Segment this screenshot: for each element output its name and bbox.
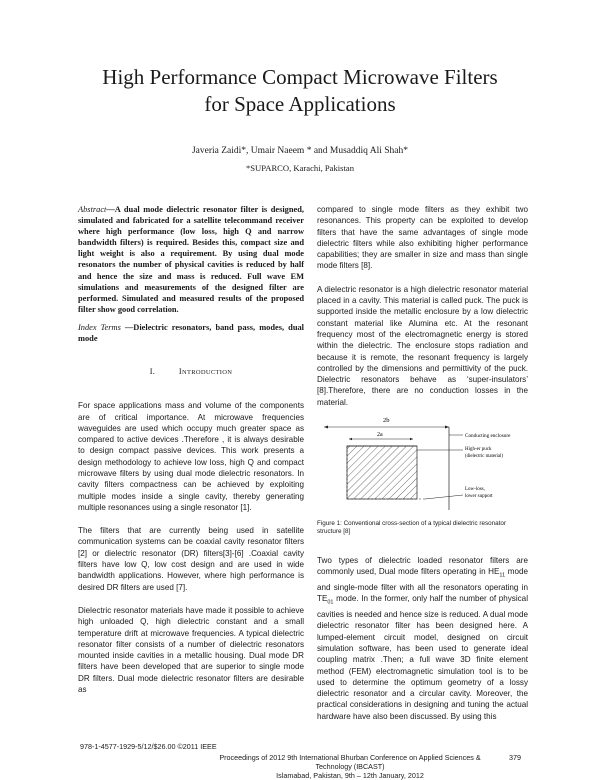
title-line-2: for Space Applications	[204, 92, 396, 116]
label-support: Low-loss,	[465, 487, 485, 493]
index-terms	[78, 322, 304, 344]
para3-sub2: 01	[327, 599, 334, 606]
para3-c: mode. In the former, only half the number of physical cavities is needed and hence size is reduced. A dual mode dielectric resonator filter has been designed here. A lumped-element circuit model, designed on circuit simulation software, has been used to generate ideal coupling matrix .Then; a full wave 3D finite element method (FEM) electromagnetic simulation tool is to be used to determine the optimum geometry of a lossy dielectric resonator and a circular cavity. Moreover, the practical considerations in designing and tuning the actual hardware have also been discussed. By using this	[317, 594, 528, 721]
title-line-1: High Performance Compact Microwave Filters	[102, 65, 498, 89]
index-terms-text: —Dielectric resonators, band pass, modes, dual mode	[78, 322, 304, 344]
section-title-initial: I	[178, 367, 182, 377]
para3-sub1: 11	[499, 572, 506, 579]
copyright-code: 978-1-4577-1929-5/12/$26.00 ©2011 IEEE	[80, 742, 217, 751]
para3-b: mode and single-mode filter with all the resonators operating in TE	[317, 566, 528, 604]
dimension-2b-label: 2b	[383, 417, 390, 425]
index-terms-label: Index Terms	[78, 322, 121, 332]
abstract	[78, 204, 304, 315]
label-puck-material: (dielectric material)	[465, 454, 503, 460]
dielectric-puck	[347, 446, 417, 499]
page-number: 379	[509, 753, 521, 762]
label-conducting-enclosure: Conducting enclosure	[465, 433, 511, 440]
section-title-rest: NTRODUCTION	[182, 369, 233, 377]
abstract-text: —A dual mode dielectric resonator filter is designed, simulated and fabricated for a satellite telecommand receiver where high performance (low loss, high Q and narrow bandwidth filters) is required. Besides this, compact size and light weight is also a requirement. By using dual mode resonators the number of physical cavities is reduced by half and hence the size and mass is reduced. Full wave EM simulations and measurements of the designed filter are performed. Simulated and measured results of the proposed filter show good correlation.	[78, 205, 304, 314]
paper-title	[60, 64, 540, 118]
body-paragraph: compared to single mode filters as they exhibit two resonances. This property can be exploited to develop filters that have the same advantages of single mode dielectric filters while also exhibiting higher performance capabilities; they are smaller in size and mass than single mode filters [8].	[317, 205, 528, 271]
body-paragraph	[317, 555, 528, 722]
section-heading-introduction	[78, 366, 304, 378]
dimension-2a-label: 2a	[377, 432, 383, 439]
right-column	[317, 204, 528, 729]
author-list: Javeria Zaidi*, Umair Naeem * and Musaddiq Ali Shah*	[191, 146, 409, 156]
body-paragraph: Dielectric resonator materials have made it possible to achieve high unloaded Q, high dielectric constant and a small temperature drift at microwave frequencies. A typical dielectric resonator filter consists of a number of dielectric resonators mounted inside cavities in a metallic housing. Dual mode DR filters have been developed that are superior to single mode DR filters. Dual mode dielectric resonator filters are desirable as	[78, 605, 304, 695]
figure-caption: Figure 1: Conventional cross-section of a typical dielectric resonator structure [8]	[317, 520, 506, 536]
body-paragraph: A dielectric resonator is a high dielectric resonator material placed in a cavity. This material is called puck. The puck is supported inside the metallic enclosure by a low dielectric constant material like Alumina etc. At the resonant frequency most of the electromagnetic energy is stored within the dielectric. The enclosure stops radiation and because it is remote, the resonant frequency is largely controlled by the dimensions and permittivity of the puck. Dielectric resonators behave as ‘super-insulators’ [8].Therefore, there are no conduction losses in the material.	[317, 284, 528, 407]
label-support-2: lower support	[465, 494, 493, 500]
resonator-cross-section	[317, 415, 528, 518]
section-number: I.	[149, 367, 156, 377]
figure-1-diagram	[317, 415, 528, 518]
body-paragraph: For space applications mass and volume of the components are of critical importance. At microwave frequencies waveguides are used which occupy much greater space as compared to active devices .Therefore , it is always desirable to design compact passive devices. This work presents a design methodology to achieve low loss, high Q and compact microwave filters by using dual mode dielectric resonators. In cavity filters compactness can be achieved by exploiting multiple modes inside a single cavity, thereby generating multiple resonances using a single resonator [1].	[78, 401, 304, 512]
conference-line-2: Islamabad, Pakistan, 9th – 12th January, 2012	[276, 771, 424, 780]
body-paragraph: The filters that are currently being used in satellite communication systems can be coaxial cavity resonator filters [2] or dielectric resonator (DR) filters[3]-[6] .Coaxial cavity filters have low Q, low cost design and are used in wide bandwidth applications. However, where high performance is desired DR filters are used [7].	[78, 526, 304, 592]
label-puck: High-er puck	[465, 447, 492, 453]
abstract-label: Abstract	[78, 205, 107, 214]
left-column	[78, 204, 304, 702]
conference-line-1: Proceedings of 2012 9th International Bhurban Conference on Applied Sciences & Technology (IBCAST)	[219, 753, 481, 771]
affiliation: *SUPARCO, Karachi, Pakistan	[245, 163, 355, 173]
para3-a: Two types of dielectric loaded resonator filters are commonly used, Dual mode filters operating in HE	[317, 555, 528, 576]
